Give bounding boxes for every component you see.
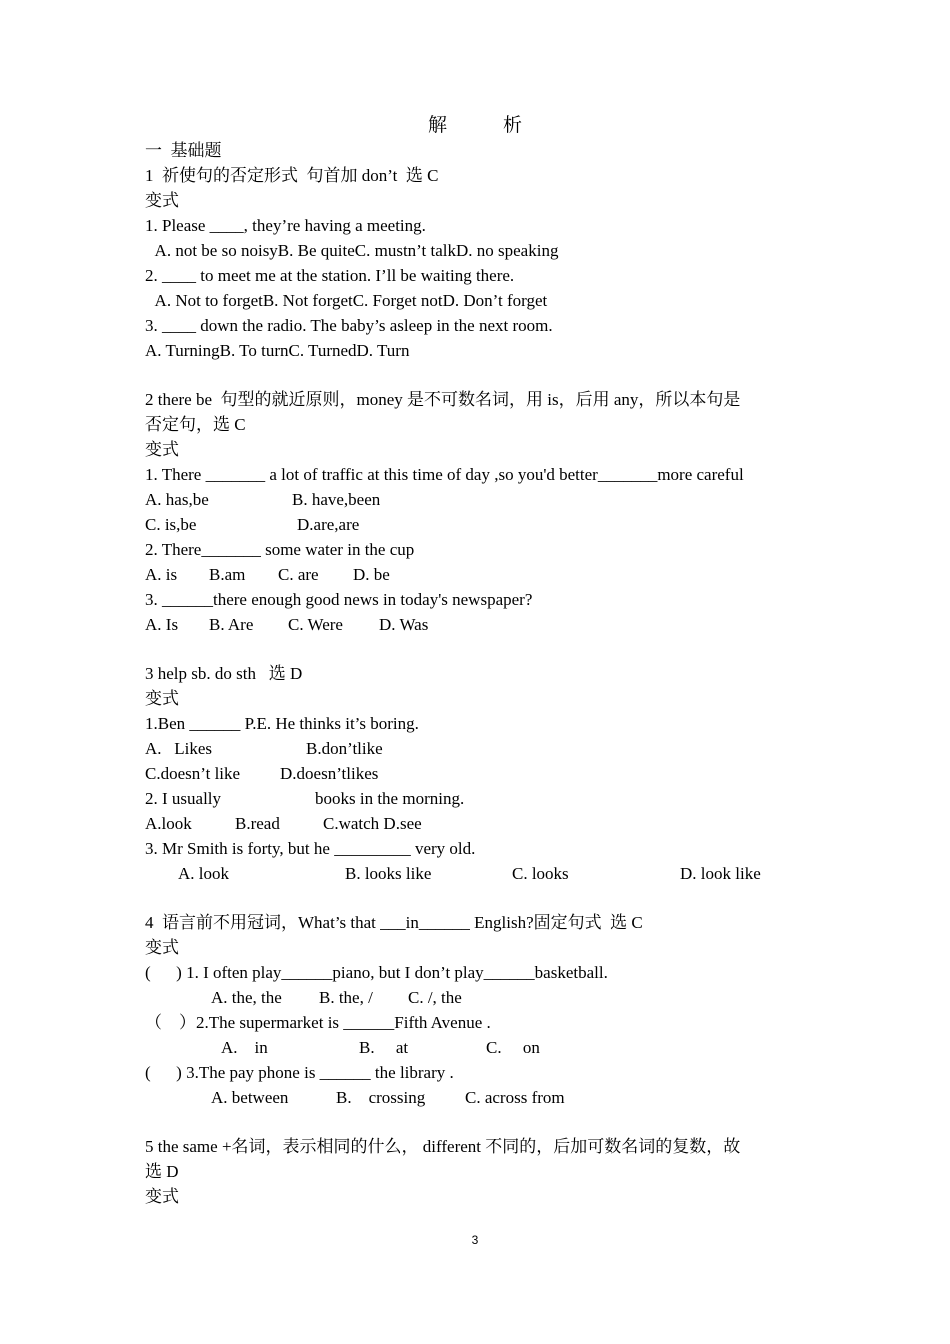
q3-item-1-option-b: B.don’tlike — [306, 739, 383, 758]
q2-explanation-line2: 否定句，选 C — [145, 415, 246, 434]
q3-item-3-option-d: D. look like — [680, 864, 761, 883]
q3-explanation: 3 help sb. do sth 选 D — [145, 664, 303, 683]
q5-variant-label: 变式 — [145, 1187, 179, 1206]
q2-item-1: 1. There _______ a lot of traffic at this time of day ,so you'd better_______more careful — [145, 465, 744, 484]
q3-item-3-option-c: C. looks — [512, 864, 569, 883]
q3-item-3-option-a: A. look — [178, 864, 229, 883]
q4-item-2-option-a: A. in — [221, 1038, 268, 1057]
q4-item-3: ( ) 3.The pay phone is ______ the library . — [145, 1063, 454, 1082]
q2-item-2-option-d: D. be — [353, 565, 390, 584]
q3-item-1-option-c: C.doesn’t like — [145, 764, 241, 783]
q3-item-1-option-d: D.doesn’tlikes — [280, 764, 379, 783]
page-number: 3 — [471, 1233, 479, 1247]
q2-item-2-option-c: C. are — [278, 565, 319, 584]
q2-variant-label: 变式 — [145, 440, 179, 459]
q2-item-3-option-c: C. Were — [288, 615, 343, 634]
q1-item-3: 3. ____ down the radio. The baby’s asleep in the next room. — [145, 316, 553, 335]
q2-item-2: 2. There_______ some water in the cup — [145, 540, 415, 559]
q1-variant-label: 变式 — [145, 191, 179, 210]
q4-item-1-option-a: A. the, the — [211, 988, 282, 1007]
q3-item-3: 3. Mr Smith is forty, but he _________ very old. — [145, 839, 476, 858]
q3-item-2-start: 2. I usually — [145, 789, 222, 808]
q4-item-2-option-c: C. on — [486, 1038, 540, 1057]
q2-explanation-line1: 2 there be 句型的就近原则，money 是不可数名词，用 is，后用 any，所以本句是 — [145, 390, 741, 409]
q1-item-1: 1. Please ____, they’re having a meeting. — [145, 216, 426, 235]
q1-item-1-options: A. not be so noisyB. Be quiteC. mustn’t talkD. no speaking — [147, 241, 559, 260]
q2-item-3-option-a: A. Is — [145, 615, 179, 634]
section-heading: 一 基础题 — [145, 141, 222, 160]
q4-explanation: 4 语言前不用冠词，What’s that ___in______ English?固定句式 选 C — [145, 913, 643, 932]
q1-item-3-options: A. TurningB. To turnC. TurnedD. Turn — [145, 341, 410, 360]
q2-item-2-option-b: B.am — [209, 565, 246, 584]
q4-item-3-option-c: C. across from — [465, 1088, 565, 1107]
q3-item-2-option-b: B.read — [235, 814, 280, 833]
q2-item-1-option-c: C. is,be — [145, 515, 197, 534]
q3-item-3-option-b: B. looks like — [345, 864, 432, 883]
q4-item-3-option-a: A. between — [211, 1088, 289, 1107]
q2-item-3: 3. ______there enough good news in today's newspaper? — [145, 590, 533, 609]
q5-explanation-line2: 选 D — [145, 1162, 179, 1181]
q2-item-1-option-a: A. has,be — [145, 490, 209, 509]
q5-explanation-line1: 5 the same +名词，表示相同的什么， different 不同的，后加可数名词的复数，故 — [145, 1137, 741, 1156]
q4-variant-label: 变式 — [145, 938, 179, 957]
q3-item-2-option-cd: C.watch D.see — [323, 814, 422, 833]
q4-item-1-option-b: B. the, / — [319, 988, 373, 1007]
q1-item-2-options: A. Not to forgetB. Not forgetC. Forget notD. Don’t forget — [147, 291, 548, 310]
q2-item-2-option-a: A. is — [145, 565, 178, 584]
q4-item-3-option-b: B. crossing — [336, 1088, 426, 1107]
q3-variant-label: 变式 — [145, 689, 179, 708]
q2-item-1-option-d: D.are,are — [297, 515, 360, 534]
q1-item-2: 2. ____ to meet me at the station. I’ll be waiting there. — [145, 266, 515, 285]
page-title — [0, 114, 950, 138]
q1-explanation: 1 祈使句的否定形式 句首加 don’t 选 C — [145, 166, 439, 185]
q4-item-1: ( ) 1. I often play______piano, but I don’t play______basketball. — [145, 963, 608, 982]
q3-item-1: 1.Ben ______ P.E. He thinks it’s boring. — [145, 714, 419, 733]
q2-item-3-option-b: B. Are — [209, 615, 254, 634]
title-char-right: 析 — [503, 115, 523, 136]
q4-item-2-option-b: B. at — [359, 1038, 409, 1057]
q3-item-2-option-a: A.look — [145, 814, 192, 833]
q3-item-2-end: books in the morning. — [315, 789, 465, 808]
q4-item-1-option-c: C. /, the — [408, 988, 462, 1007]
title-char-left: 解 — [427, 115, 447, 136]
q2-item-3-option-d: D. Was — [379, 615, 429, 634]
q2-item-1-option-b: B. have,been — [292, 490, 381, 509]
q4-item-2: （ ）2.The supermarket is ______Fifth Avenue . — [145, 1013, 491, 1032]
q3-item-1-option-a: A. Likes — [145, 739, 213, 758]
